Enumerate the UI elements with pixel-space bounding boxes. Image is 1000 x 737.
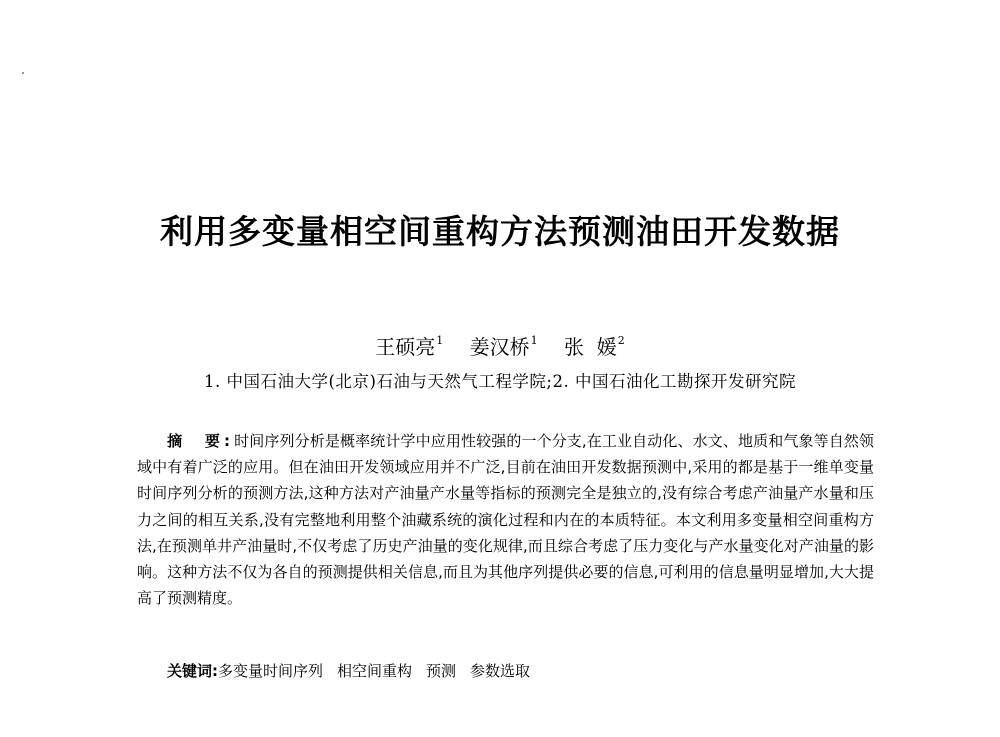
keywords [167, 660, 544, 681]
author-name: 张 媛 [564, 335, 617, 359]
keyword: 多变量时间序列 [218, 662, 324, 680]
author-name: 姜汉桥 [469, 335, 530, 359]
author [564, 331, 625, 360]
keyword: 相空间重构 [337, 662, 413, 680]
keyword: 预测 [426, 662, 457, 680]
keyword: 参数选取 [470, 662, 531, 680]
paper-title: 利用多变量相空间重构方法预测油田开发数据 [160, 212, 840, 251]
abstract [137, 428, 874, 611]
author-name: 王硕亮 [375, 335, 436, 359]
author-affiliation-mark: 1 [436, 334, 444, 347]
abstract-text: 时间序列分析是概率统计学中应用性较强的一个分支,在工业自动化、水文、地质和气象等自然领域中有着广泛的应用。但在油田开发领域应用并不广泛,目前在油田开发数据预测中,采用的都是基于一维单变量时间序列分析的预测方法,这种方法对产油量产水量等指标的预测完全是独立的,没有综合考虑产油量产水量和压力之间的相互关系,没有完整地利用整个油藏系统的演化过程和内在的本质特征。本文利用多变量相空间重构方法,在预测单井产油量时,不仅考虑了历史产油量的变化规律,而且综合考虑了压力变化与产水量变化对产油量的影响。这种方法不仅为各自的预测提供相关信息,而且为其他序列提供必要的信息,可利用的信息量明显增加,大大提高了预测精度。 [137, 432, 874, 608]
abstract-label: 摘 要: [167, 432, 235, 450]
author [375, 331, 443, 360]
affiliation-line: 1. 中国石油大学(北京)石油与天然气工程学院;2. 中国石油化工勘探开发研究院 [204, 372, 796, 391]
author-affiliation-mark: 1 [530, 334, 538, 347]
scan-speck [22, 72, 24, 74]
author-affiliation-mark: 2 [617, 334, 625, 347]
author [470, 331, 538, 360]
author-list [0, 331, 1000, 360]
keywords-label: 关键词: [167, 662, 218, 680]
